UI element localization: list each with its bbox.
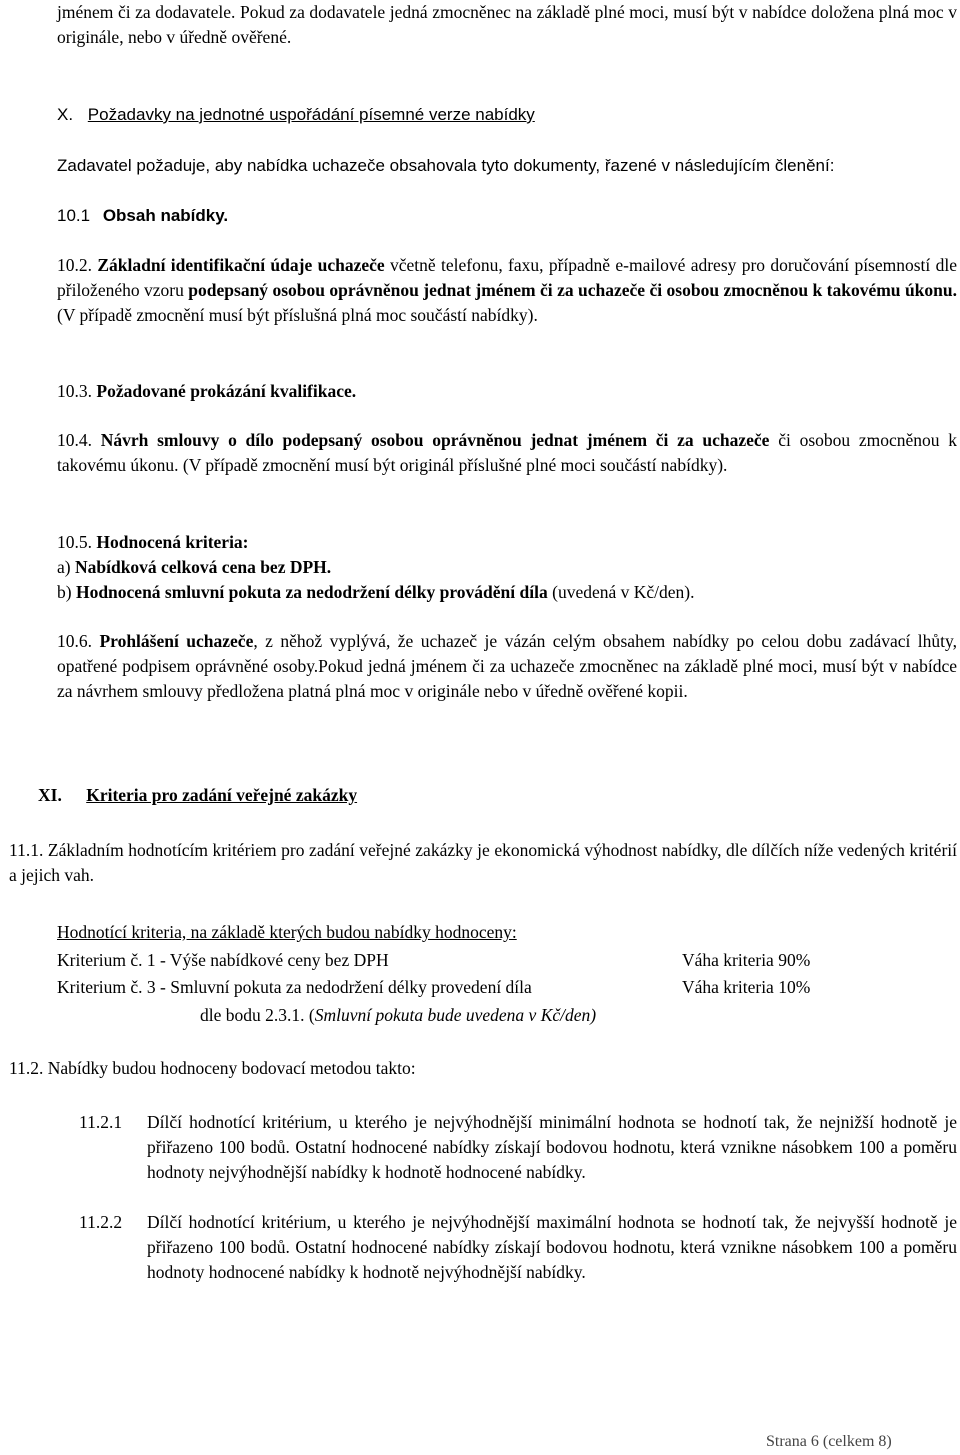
item-10-4-bold1: Návrh smlouvy o dílo podepsaný osobou oprávněnou jednat jménem či za uchazeče [100, 430, 770, 450]
item-10-6-text1: , z něhož vyplývá, že uchazeč je vázán celým obsahem nabídky po celou dobu zadávací lhůty, opatřené podpisem oprávněné osoby.Pokud jedná jménem či za uchazeče zmocněnec na základě plné moci, musí být v nabídce za návrhem smlouvy předložena platná plná moc v originále nebo v úředně ověřené kopii. [57, 631, 958, 701]
item-10-5-b [57, 580, 695, 605]
item-10-1-title: Obsah nabídky. [102, 206, 229, 225]
item-10-1 [57, 203, 228, 228]
item-10-6-number: 10.6. [57, 631, 92, 651]
item-10-5-b-prefix: b) [57, 582, 76, 602]
section-x-title: Požadavky na jednotné uspořádání písemné verze nabídky [87, 105, 535, 124]
paragraph-11-2: 11.2. Nabídky budou hodnoceny bodovací metodou takto: [9, 1058, 416, 1078]
item-10-6 [57, 629, 957, 704]
sub-11-2-2-number: 11.2.2 [79, 1212, 123, 1232]
item-10-5-a [57, 555, 331, 580]
section-xi-heading [38, 783, 357, 808]
criterion-3-weight: Váha kriteria 10% [682, 977, 811, 997]
sub-11-2-1-number: 11.2.1 [79, 1112, 123, 1132]
item-10-3-number: 10.3. [57, 381, 92, 401]
section-xi-title: Kriteria pro zadání veřejné zakázky [86, 785, 358, 805]
item-10-3 [57, 379, 356, 404]
criterion-1-weight: Váha kriteria 90% [682, 950, 811, 970]
item-10-2-text2: (V případě zmocnění musí být příslušná plná moc součástí nabídky). [57, 305, 538, 325]
item-10-2-bold2: podepsaný osobou oprávněnou jednat jménem či za uchazeče či osobou zmocněnou k takovému úkonu. [188, 280, 957, 300]
item-10-1-number: 10.1 [57, 206, 91, 225]
criterion-1-name: Kriterium č. 1 - Výše nabídkové ceny bez DPH [57, 950, 389, 970]
item-10-2-bold1: Základní identifikační údaje uchazeče [97, 255, 385, 275]
item-10-4-text2: (V případě zmocnění musí být originál příslušné plné moci součástí nabídky). [182, 455, 728, 475]
section-x-intro: Zadavatel požaduje, aby nabídka uchazeče obsahovala tyto dokumenty, řazené v následujícím členění: [57, 156, 835, 175]
intro-paragraph: jménem či za dodavatele. Pokud za dodavatele jedná zmocněnec na základě plné moci, musí být v nabídce doložena plná moc v originále, nebo v úředně ověřené. [57, 2, 957, 47]
criterion-3-name: Kriterium č. 3 - Smluvní pokuta za nedodržení délky provedení díla [57, 977, 532, 997]
sub-11-2-2-text: Dílčí hodnotící kritérium, u kterého je nejvýhodnější maximální hodnota se hodnotí tak, že nejvyšší hodnotě je přiřazeno 100 bodů. Ostatní hodnocené nabídky získají bodovou hodnotu, která vznikne násobkem 100 a poměru hodnoty hodnocené nabídky k hodnotě nejvýhodnější nabídky. [147, 1212, 957, 1282]
item-10-3-title: Požadované prokázání kvalifikace. [96, 381, 357, 401]
item-10-5-a-prefix: a) [57, 557, 75, 577]
item-10-6-bold1: Prohlášení uchazeče [99, 631, 254, 651]
item-10-4-number: 10.4. [57, 430, 92, 450]
item-10-5-title: Hodnocená kriteria: [96, 532, 249, 552]
paragraph-11-1: 11.1. Základním hodnotícím kritériem pro zadání veřejné zakázky je ekonomická výhodnost nabídky, dle dílčích níže vedených kritérií a jejich vah. [9, 840, 957, 885]
section-xi-number: XI. [38, 785, 62, 805]
criteria-note-prefix: dle bodu 2.3.1. ( [200, 1005, 315, 1025]
item-10-5-b-suffix: (uvedená v Kč/den). [547, 582, 695, 602]
item-10-2-number: 10.2. [57, 255, 92, 275]
item-10-5-number: 10.5. [57, 532, 92, 552]
criteria-note-italic: Smluvní pokuta bude uvedena v Kč/den) [314, 1005, 597, 1025]
section-x-number: X. [57, 105, 74, 124]
item-10-4 [57, 428, 957, 478]
sub-11-2-1-text: Dílčí hodnotící kritérium, u kterého je nejvýhodnější minimální hodnota se hodnotí tak, že nejnižší hodnotě je přiřazeno 100 bodů. Ostatní hodnocené nabídky získají bodovou hodnotu, která vznikne násobkem 100 a poměru hodnoty nejvýhodnější nabídky k hodnotě hodnocené nabídky. [147, 1112, 957, 1182]
item-10-5-b-text: Hodnocená smluvní pokuta za nedodržení délky provádění díla [75, 582, 548, 602]
item-10-2 [57, 253, 957, 328]
item-10-5 [57, 530, 249, 555]
section-x-heading [57, 102, 535, 127]
criteria-heading: Hodnotící kriteria, na základě kterých budou nabídky hodnoceny: [57, 922, 517, 942]
page-number-footer: Strana 6 (celkem 8) [766, 1433, 892, 1450]
item-10-4-text1: či osobou zmocněnou k takovému úkonu. [57, 430, 958, 475]
item-10-2-text1: včetně telefonu, faxu, případně e-mailové adresy pro doručování písemností dle přiloženého vzoru [57, 255, 957, 300]
criteria-note [200, 1003, 596, 1028]
item-10-5-a-text: Nabídková celková cena bez DPH. [74, 557, 332, 577]
